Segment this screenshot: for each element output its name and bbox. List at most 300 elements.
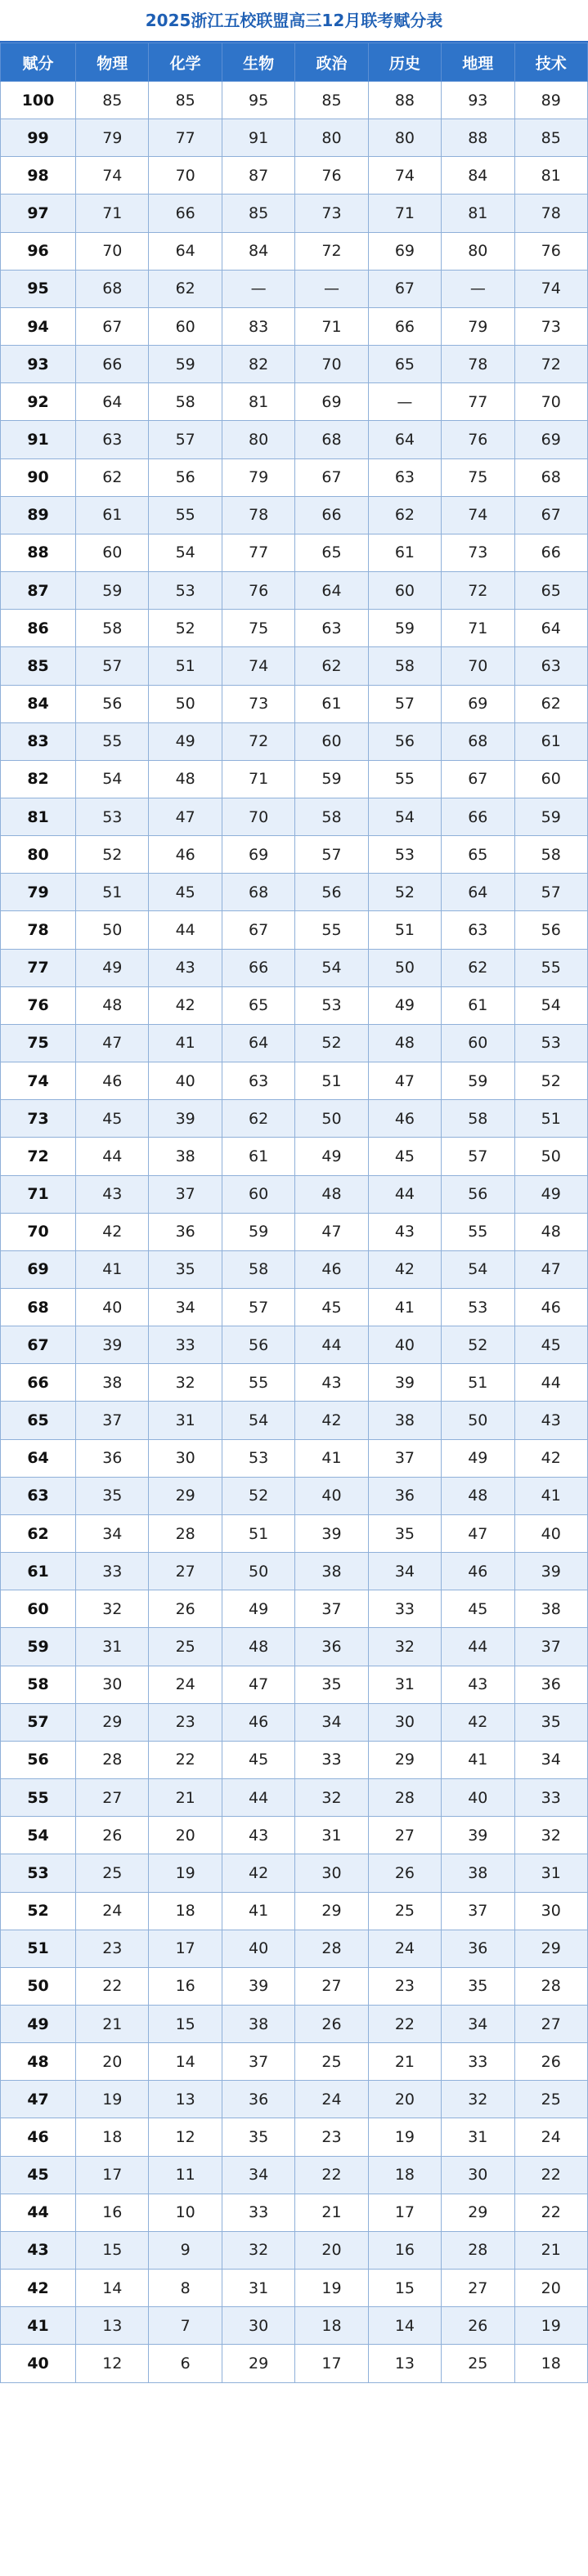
cell-history: 20	[368, 2081, 441, 2118]
cell-biology: 55	[222, 1364, 294, 1402]
cell-physics: 38	[76, 1364, 149, 1402]
cell-biology: 36	[222, 2081, 294, 2118]
table-row	[1, 2345, 588, 2382]
cell-politics: —	[295, 270, 368, 307]
cell-politics: 46	[295, 1250, 368, 1288]
cell-physics: 71	[76, 195, 149, 232]
cell-history: 38	[368, 1402, 441, 1439]
cell-physics: 14	[76, 2270, 149, 2307]
table-row	[1, 1439, 588, 1477]
cell-geography: 30	[442, 2156, 514, 2194]
cell-politics: 53	[295, 986, 368, 1024]
cell-biology: 63	[222, 1062, 294, 1100]
cell-score: 46	[1, 2118, 76, 2156]
cell-biology: 49	[222, 1590, 294, 1628]
cell-politics: 54	[295, 949, 368, 986]
cell-politics: 68	[295, 421, 368, 458]
cell-score: 84	[1, 685, 76, 722]
cell-chemistry: 17	[149, 1930, 222, 1967]
cell-technology: 42	[514, 1439, 587, 1477]
cell-biology: 29	[222, 2345, 294, 2382]
cell-technology: 28	[514, 1967, 587, 2005]
cell-politics: 48	[295, 1175, 368, 1213]
cell-technology: 67	[514, 496, 587, 534]
cell-biology: 75	[222, 610, 294, 647]
cell-history: 46	[368, 1100, 441, 1138]
cell-score: 91	[1, 421, 76, 458]
cell-physics: 63	[76, 421, 149, 458]
cell-score: 88	[1, 534, 76, 571]
cell-physics: 18	[76, 2118, 149, 2156]
table-row	[1, 496, 588, 534]
table-row	[1, 383, 588, 421]
cell-score: 93	[1, 346, 76, 383]
cell-biology: 53	[222, 1439, 294, 1477]
cell-chemistry: 32	[149, 1364, 222, 1402]
cell-politics: 47	[295, 1213, 368, 1250]
table-row	[1, 874, 588, 911]
cell-history: 53	[368, 836, 441, 874]
cell-biology: 44	[222, 1779, 294, 1817]
cell-score: 82	[1, 760, 76, 798]
cell-technology: 33	[514, 1779, 587, 1817]
cell-geography: 33	[442, 2043, 514, 2081]
cell-technology: 55	[514, 949, 587, 986]
cell-geography: 55	[442, 1213, 514, 1250]
cell-score: 45	[1, 2156, 76, 2194]
cell-score: 49	[1, 2005, 76, 2042]
cell-physics: 29	[76, 1703, 149, 1741]
cell-technology: 48	[514, 1213, 587, 1250]
cell-history: 48	[368, 1024, 441, 1062]
cell-physics: 20	[76, 2043, 149, 2081]
cell-physics: 58	[76, 610, 149, 647]
table-row	[1, 1364, 588, 1402]
cell-score: 98	[1, 157, 76, 195]
cell-physics: 30	[76, 1666, 149, 1703]
cell-geography: 36	[442, 1930, 514, 1967]
table-row	[1, 458, 588, 496]
cell-physics: 36	[76, 1439, 149, 1477]
cell-physics: 47	[76, 1024, 149, 1062]
cell-politics: 27	[295, 1967, 368, 2005]
cell-geography: 62	[442, 949, 514, 986]
table-row	[1, 949, 588, 986]
cell-history: 19	[368, 2118, 441, 2156]
cell-chemistry: 24	[149, 1666, 222, 1703]
cell-score: 41	[1, 2307, 76, 2345]
cell-biology: 34	[222, 2156, 294, 2194]
cell-chemistry: 12	[149, 2118, 222, 2156]
cell-chemistry: 51	[149, 647, 222, 685]
cell-biology: 33	[222, 2194, 294, 2231]
cell-politics: 70	[295, 346, 368, 383]
cell-history: 49	[368, 986, 441, 1024]
cell-history: 14	[368, 2307, 441, 2345]
table-row	[1, 270, 588, 307]
cell-technology: 24	[514, 2118, 587, 2156]
cell-politics: 26	[295, 2005, 368, 2042]
table-row	[1, 1967, 588, 2005]
table-row	[1, 157, 588, 195]
cell-history: 32	[368, 1628, 441, 1666]
cell-politics: 65	[295, 534, 368, 571]
cell-technology: 38	[514, 1590, 587, 1628]
table-row	[1, 1854, 588, 1892]
cell-history: 25	[368, 1892, 441, 1930]
cell-chemistry: 11	[149, 2156, 222, 2194]
cell-politics: 33	[295, 1741, 368, 1778]
cell-technology: 44	[514, 1364, 587, 1402]
cell-chemistry: 9	[149, 2231, 222, 2269]
cell-history: 22	[368, 2005, 441, 2042]
cell-politics: 57	[295, 836, 368, 874]
cell-biology: 51	[222, 1514, 294, 1552]
score-table	[0, 42, 588, 2383]
cell-chemistry: 60	[149, 307, 222, 345]
cell-biology: 39	[222, 1967, 294, 2005]
cell-biology: 87	[222, 157, 294, 195]
cell-score: 42	[1, 2270, 76, 2307]
table-row	[1, 346, 588, 383]
cell-technology: 52	[514, 1062, 587, 1100]
cell-geography: 88	[442, 119, 514, 157]
cell-history: 71	[368, 195, 441, 232]
cell-history: 33	[368, 1590, 441, 1628]
cell-geography: 46	[442, 1553, 514, 1590]
cell-geography: 54	[442, 1250, 514, 1288]
cell-history: 51	[368, 911, 441, 949]
cell-politics: 80	[295, 119, 368, 157]
cell-chemistry: 62	[149, 270, 222, 307]
cell-biology: 58	[222, 1250, 294, 1288]
cell-score: 48	[1, 2043, 76, 2081]
cell-politics: 66	[295, 496, 368, 534]
cell-history: 21	[368, 2043, 441, 2081]
cell-physics: 85	[76, 82, 149, 119]
cell-chemistry: 66	[149, 195, 222, 232]
cell-physics: 79	[76, 119, 149, 157]
cell-technology: 46	[514, 1289, 587, 1326]
cell-politics: 31	[295, 1817, 368, 1854]
cell-politics: 85	[295, 82, 368, 119]
cell-biology: 74	[222, 647, 294, 685]
cell-technology: 85	[514, 119, 587, 157]
cell-chemistry: 34	[149, 1289, 222, 1326]
cell-technology: 25	[514, 2081, 587, 2118]
cell-technology: 56	[514, 911, 587, 949]
cell-biology: 84	[222, 232, 294, 270]
cell-score: 78	[1, 911, 76, 949]
cell-history: 40	[368, 1326, 441, 1364]
cell-geography: 29	[442, 2194, 514, 2231]
cell-politics: 24	[295, 2081, 368, 2118]
header-row	[1, 43, 588, 82]
cell-chemistry: 13	[149, 2081, 222, 2118]
cell-chemistry: 48	[149, 760, 222, 798]
cell-politics: 63	[295, 610, 368, 647]
cell-score: 44	[1, 2194, 76, 2231]
cell-politics: 49	[295, 1138, 368, 1175]
cell-score: 95	[1, 270, 76, 307]
cell-score: 66	[1, 1364, 76, 1402]
cell-chemistry: 16	[149, 1967, 222, 2005]
table-row	[1, 1628, 588, 1666]
cell-history: 58	[368, 647, 441, 685]
cell-biology: 77	[222, 534, 294, 571]
cell-technology: 51	[514, 1100, 587, 1138]
table-row	[1, 1817, 588, 1854]
cell-chemistry: 15	[149, 2005, 222, 2042]
cell-chemistry: 56	[149, 458, 222, 496]
cell-biology: 66	[222, 949, 294, 986]
cell-history: 23	[368, 1967, 441, 2005]
cell-score: 56	[1, 1741, 76, 1778]
cell-history: 67	[368, 270, 441, 307]
cell-score: 52	[1, 1892, 76, 1930]
cell-technology: 20	[514, 2270, 587, 2307]
table-row	[1, 1250, 588, 1288]
cell-geography: 69	[442, 685, 514, 722]
cell-chemistry: 33	[149, 1326, 222, 1364]
table-row	[1, 1402, 588, 1439]
cell-politics: 62	[295, 647, 368, 685]
cell-technology: 31	[514, 1854, 587, 1892]
cell-biology: 31	[222, 2270, 294, 2307]
cell-politics: 30	[295, 1854, 368, 1892]
cell-biology: 83	[222, 307, 294, 345]
cell-physics: 74	[76, 157, 149, 195]
cell-biology: 67	[222, 911, 294, 949]
cell-physics: 61	[76, 496, 149, 534]
cell-geography: 60	[442, 1024, 514, 1062]
cell-biology: 42	[222, 1854, 294, 1892]
cell-biology: 78	[222, 496, 294, 534]
cell-politics: 23	[295, 2118, 368, 2156]
cell-biology: 50	[222, 1553, 294, 1590]
cell-chemistry: 44	[149, 911, 222, 949]
cell-history: 16	[368, 2231, 441, 2269]
table-row	[1, 1930, 588, 1967]
cell-politics: 69	[295, 383, 368, 421]
cell-geography: 57	[442, 1138, 514, 1175]
cell-chemistry: 31	[149, 1402, 222, 1439]
cell-geography: 25	[442, 2345, 514, 2382]
cell-biology: 41	[222, 1892, 294, 1930]
cell-geography: 66	[442, 798, 514, 835]
cell-history: 55	[368, 760, 441, 798]
table-row	[1, 1741, 588, 1778]
cell-biology: 70	[222, 798, 294, 835]
column-header-politics: 政治	[295, 43, 368, 82]
cell-chemistry: 10	[149, 2194, 222, 2231]
table-body	[1, 82, 588, 2383]
table-row	[1, 2307, 588, 2345]
table-row	[1, 572, 588, 610]
cell-technology: 30	[514, 1892, 587, 1930]
cell-physics: 49	[76, 949, 149, 986]
cell-chemistry: 55	[149, 496, 222, 534]
cell-biology: 54	[222, 1402, 294, 1439]
cell-biology: 38	[222, 2005, 294, 2042]
table-row	[1, 610, 588, 647]
cell-score: 47	[1, 2081, 76, 2118]
cell-score: 63	[1, 1477, 76, 1514]
cell-technology: 43	[514, 1402, 587, 1439]
cell-geography: 58	[442, 1100, 514, 1138]
cell-biology: 45	[222, 1741, 294, 1778]
cell-geography: 63	[442, 911, 514, 949]
cell-geography: 48	[442, 1477, 514, 1514]
cell-history: 88	[368, 82, 441, 119]
cell-technology: 34	[514, 1741, 587, 1778]
cell-geography: 76	[442, 421, 514, 458]
cell-biology: 95	[222, 82, 294, 119]
cell-biology: 79	[222, 458, 294, 496]
cell-geography: 81	[442, 195, 514, 232]
cell-history: 63	[368, 458, 441, 496]
cell-technology: 69	[514, 421, 587, 458]
cell-technology: 58	[514, 836, 587, 874]
table-row	[1, 1514, 588, 1552]
table-row	[1, 1703, 588, 1741]
cell-technology: 57	[514, 874, 587, 911]
cell-physics: 41	[76, 1250, 149, 1288]
cell-chemistry: 36	[149, 1213, 222, 1250]
cell-physics: 21	[76, 2005, 149, 2042]
cell-technology: 70	[514, 383, 587, 421]
cell-history: 36	[368, 1477, 441, 1514]
cell-politics: 35	[295, 1666, 368, 1703]
cell-politics: 67	[295, 458, 368, 496]
cell-politics: 18	[295, 2307, 368, 2345]
cell-history: 18	[368, 2156, 441, 2194]
cell-geography: 78	[442, 346, 514, 383]
cell-physics: 45	[76, 1100, 149, 1138]
cell-biology: 82	[222, 346, 294, 383]
cell-politics: 58	[295, 798, 368, 835]
column-header-chemistry: 化学	[149, 43, 222, 82]
cell-score: 76	[1, 986, 76, 1024]
table-row	[1, 836, 588, 874]
cell-history: 37	[368, 1439, 441, 1477]
cell-score: 85	[1, 647, 76, 685]
cell-biology: 35	[222, 2118, 294, 2156]
cell-technology: 27	[514, 2005, 587, 2042]
cell-technology: 60	[514, 760, 587, 798]
cell-physics: 64	[76, 383, 149, 421]
cell-technology: 22	[514, 2156, 587, 2194]
cell-technology: 40	[514, 1514, 587, 1552]
cell-technology: 61	[514, 722, 587, 760]
cell-physics: 34	[76, 1514, 149, 1552]
cell-score: 73	[1, 1100, 76, 1138]
cell-technology: 50	[514, 1138, 587, 1175]
cell-technology: 62	[514, 685, 587, 722]
cell-score: 57	[1, 1703, 76, 1741]
cell-technology: 49	[514, 1175, 587, 1213]
table-row	[1, 1289, 588, 1326]
cell-geography: 67	[442, 760, 514, 798]
cell-physics: 12	[76, 2345, 149, 2382]
cell-biology: 61	[222, 1138, 294, 1175]
cell-physics: 32	[76, 1590, 149, 1628]
cell-score: 54	[1, 1817, 76, 1854]
cell-geography: 61	[442, 986, 514, 1024]
table-row	[1, 2043, 588, 2081]
cell-biology: 30	[222, 2307, 294, 2345]
table-row	[1, 1553, 588, 1590]
cell-geography: 39	[442, 1817, 514, 1854]
cell-score: 58	[1, 1666, 76, 1703]
cell-score: 65	[1, 1402, 76, 1439]
cell-chemistry: 22	[149, 1741, 222, 1778]
cell-biology: 85	[222, 195, 294, 232]
cell-politics: 37	[295, 1590, 368, 1628]
cell-politics: 21	[295, 2194, 368, 2231]
table-row	[1, 2231, 588, 2269]
cell-technology: 63	[514, 647, 587, 685]
table-row	[1, 421, 588, 458]
table-row	[1, 1779, 588, 1817]
cell-geography: 28	[442, 2231, 514, 2269]
cell-politics: 29	[295, 1892, 368, 1930]
cell-history: 59	[368, 610, 441, 647]
cell-politics: 56	[295, 874, 368, 911]
cell-history: 43	[368, 1213, 441, 1250]
cell-politics: 45	[295, 1289, 368, 1326]
cell-biology: 40	[222, 1930, 294, 1967]
cell-geography: 32	[442, 2081, 514, 2118]
table-row	[1, 534, 588, 571]
cell-chemistry: 27	[149, 1553, 222, 1590]
cell-geography: 44	[442, 1628, 514, 1666]
cell-technology: 81	[514, 157, 587, 195]
cell-chemistry: 53	[149, 572, 222, 610]
cell-score: 77	[1, 949, 76, 986]
cell-technology: 45	[514, 1326, 587, 1364]
cell-history: 41	[368, 1289, 441, 1326]
cell-physics: 24	[76, 1892, 149, 1930]
cell-biology: 73	[222, 685, 294, 722]
cell-score: 79	[1, 874, 76, 911]
cell-history: 45	[368, 1138, 441, 1175]
cell-score: 51	[1, 1930, 76, 1967]
cell-biology: 65	[222, 986, 294, 1024]
cell-technology: 35	[514, 1703, 587, 1741]
cell-technology: 19	[514, 2307, 587, 2345]
cell-physics: 51	[76, 874, 149, 911]
cell-geography: 51	[442, 1364, 514, 1402]
cell-technology: 53	[514, 1024, 587, 1062]
cell-physics: 55	[76, 722, 149, 760]
table-row	[1, 647, 588, 685]
cell-physics: 31	[76, 1628, 149, 1666]
cell-chemistry: 6	[149, 2345, 222, 2382]
table-row	[1, 1024, 588, 1062]
cell-score: 43	[1, 2231, 76, 2269]
cell-politics: 42	[295, 1402, 368, 1439]
cell-technology: 32	[514, 1817, 587, 1854]
cell-history: 47	[368, 1062, 441, 1100]
cell-score: 99	[1, 119, 76, 157]
cell-politics: 73	[295, 195, 368, 232]
cell-politics: 38	[295, 1553, 368, 1590]
cell-physics: 33	[76, 1553, 149, 1590]
cell-technology: 64	[514, 610, 587, 647]
cell-chemistry: 20	[149, 1817, 222, 1854]
cell-score: 94	[1, 307, 76, 345]
